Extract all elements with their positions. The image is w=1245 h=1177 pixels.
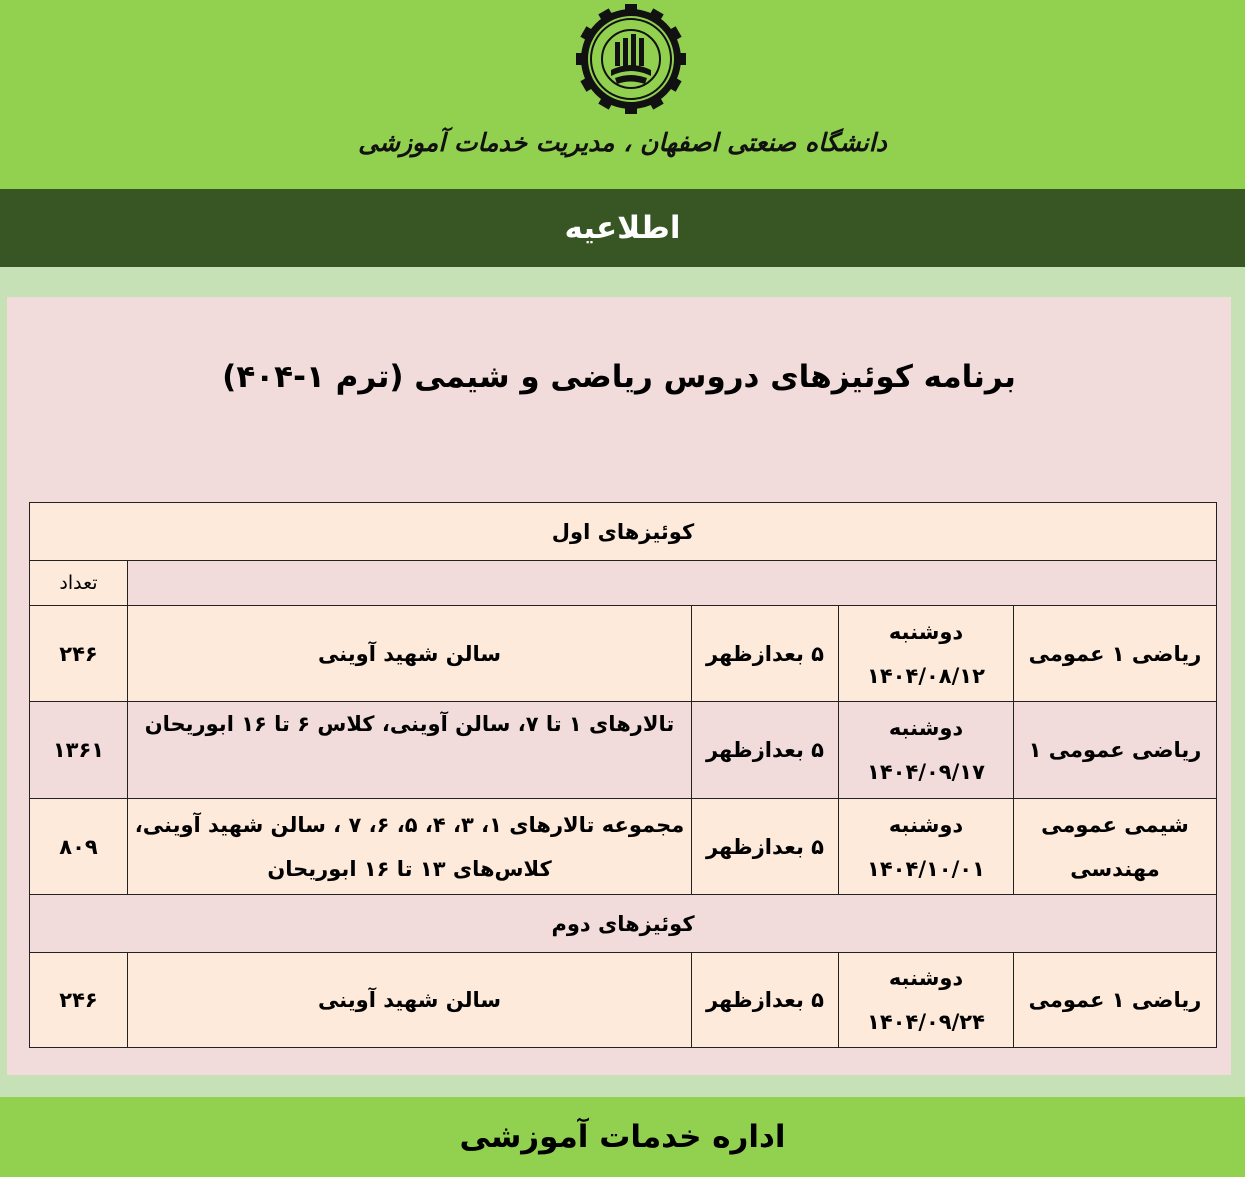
location-cell: سالن شهید آوینی <box>128 606 692 702</box>
date-text: ۱۴۰۴/۰۹/۲۴ <box>867 1010 985 1034</box>
table-row <box>30 702 1217 799</box>
section-header-first <box>30 503 1217 561</box>
time-cell: ۵ بعدازظهر <box>692 953 839 1048</box>
time-cell: ۵ بعدازظهر <box>692 799 839 895</box>
count-cell: ۲۴۶ <box>30 953 128 1048</box>
location-cell: سالن شهید آوینی <box>128 953 692 1048</box>
day-text: دوشنبه <box>888 812 964 837</box>
course-cell: ریاضی ۱ عمومی <box>1014 953 1217 1048</box>
blank-header-cell <box>128 561 1217 606</box>
date-text: ۱۴۰۴/۰۸/۱۲ <box>867 663 985 688</box>
count-cell: ۱۳۶۱ <box>30 702 128 799</box>
second-quizzes-heading: کوئیزهای دوم <box>30 895 1217 953</box>
header-bar <box>0 0 1245 189</box>
count-cell: ۲۴۶ <box>30 606 128 702</box>
course-cell: شیمی عمومی مهندسی <box>1014 799 1217 895</box>
table-row <box>30 799 1217 895</box>
count-cell: ۸۰۹ <box>30 799 128 895</box>
content-panel <box>7 297 1231 1075</box>
announcement-banner: اطلاعیه <box>0 189 1245 267</box>
location-line-1: مجموعه تالارهای ۱، ۳، ۴، ۵، ۶، ۷ ، سالن شهید آوینی، <box>134 812 685 837</box>
course-cell: ریاضی عمومی ۱ <box>1014 702 1217 799</box>
day-text: دوشنبه <box>888 966 964 990</box>
quiz-schedule-table <box>29 502 1217 1048</box>
location-cell: تالارهای ۱ تا ۷، سالن آوینی، کلاس ۶ تا ۱۶ ابوریحان <box>128 702 692 799</box>
date-cell <box>839 799 1014 895</box>
page-title: برنامه کوئیزهای دروس ریاضی و شیمی (ترم ۱-۴۰۴) <box>222 359 1016 395</box>
count-header: تعداد <box>30 561 128 606</box>
date-text: ۱۴۰۴/۰۹/۱۷ <box>867 760 985 784</box>
day-text: دوشنبه <box>888 716 964 740</box>
university-logo <box>573 4 689 114</box>
time-cell: ۵ بعدازظهر <box>692 606 839 702</box>
table-row <box>30 606 1217 702</box>
location-line-2: کلاس‌های ۱۳ تا ۱۶ ابوریحان <box>267 856 552 881</box>
time-cell: ۵ بعدازظهر <box>692 702 839 799</box>
date-cell <box>839 702 1014 799</box>
table-row <box>30 953 1217 1048</box>
date-cell <box>839 606 1014 702</box>
day-text: دوشنبه <box>888 619 964 644</box>
section-header-second <box>30 895 1217 953</box>
column-header-row <box>30 561 1217 606</box>
university-subtitle: دانشگاه صنعتی اصفهان ، مدیریت خدمات آموزشی <box>358 128 887 157</box>
location-cell <box>128 799 692 895</box>
footer-bar: اداره خدمات آموزشی <box>0 1097 1245 1177</box>
date-cell <box>839 953 1014 1048</box>
date-text: ۱۴۰۴/۱۰/۰۱ <box>867 856 985 881</box>
university-seal-icon <box>573 4 689 114</box>
course-cell: ریاضی ۱ عمومی <box>1014 606 1217 702</box>
first-quizzes-heading: کوئیزهای اول <box>30 503 1217 561</box>
